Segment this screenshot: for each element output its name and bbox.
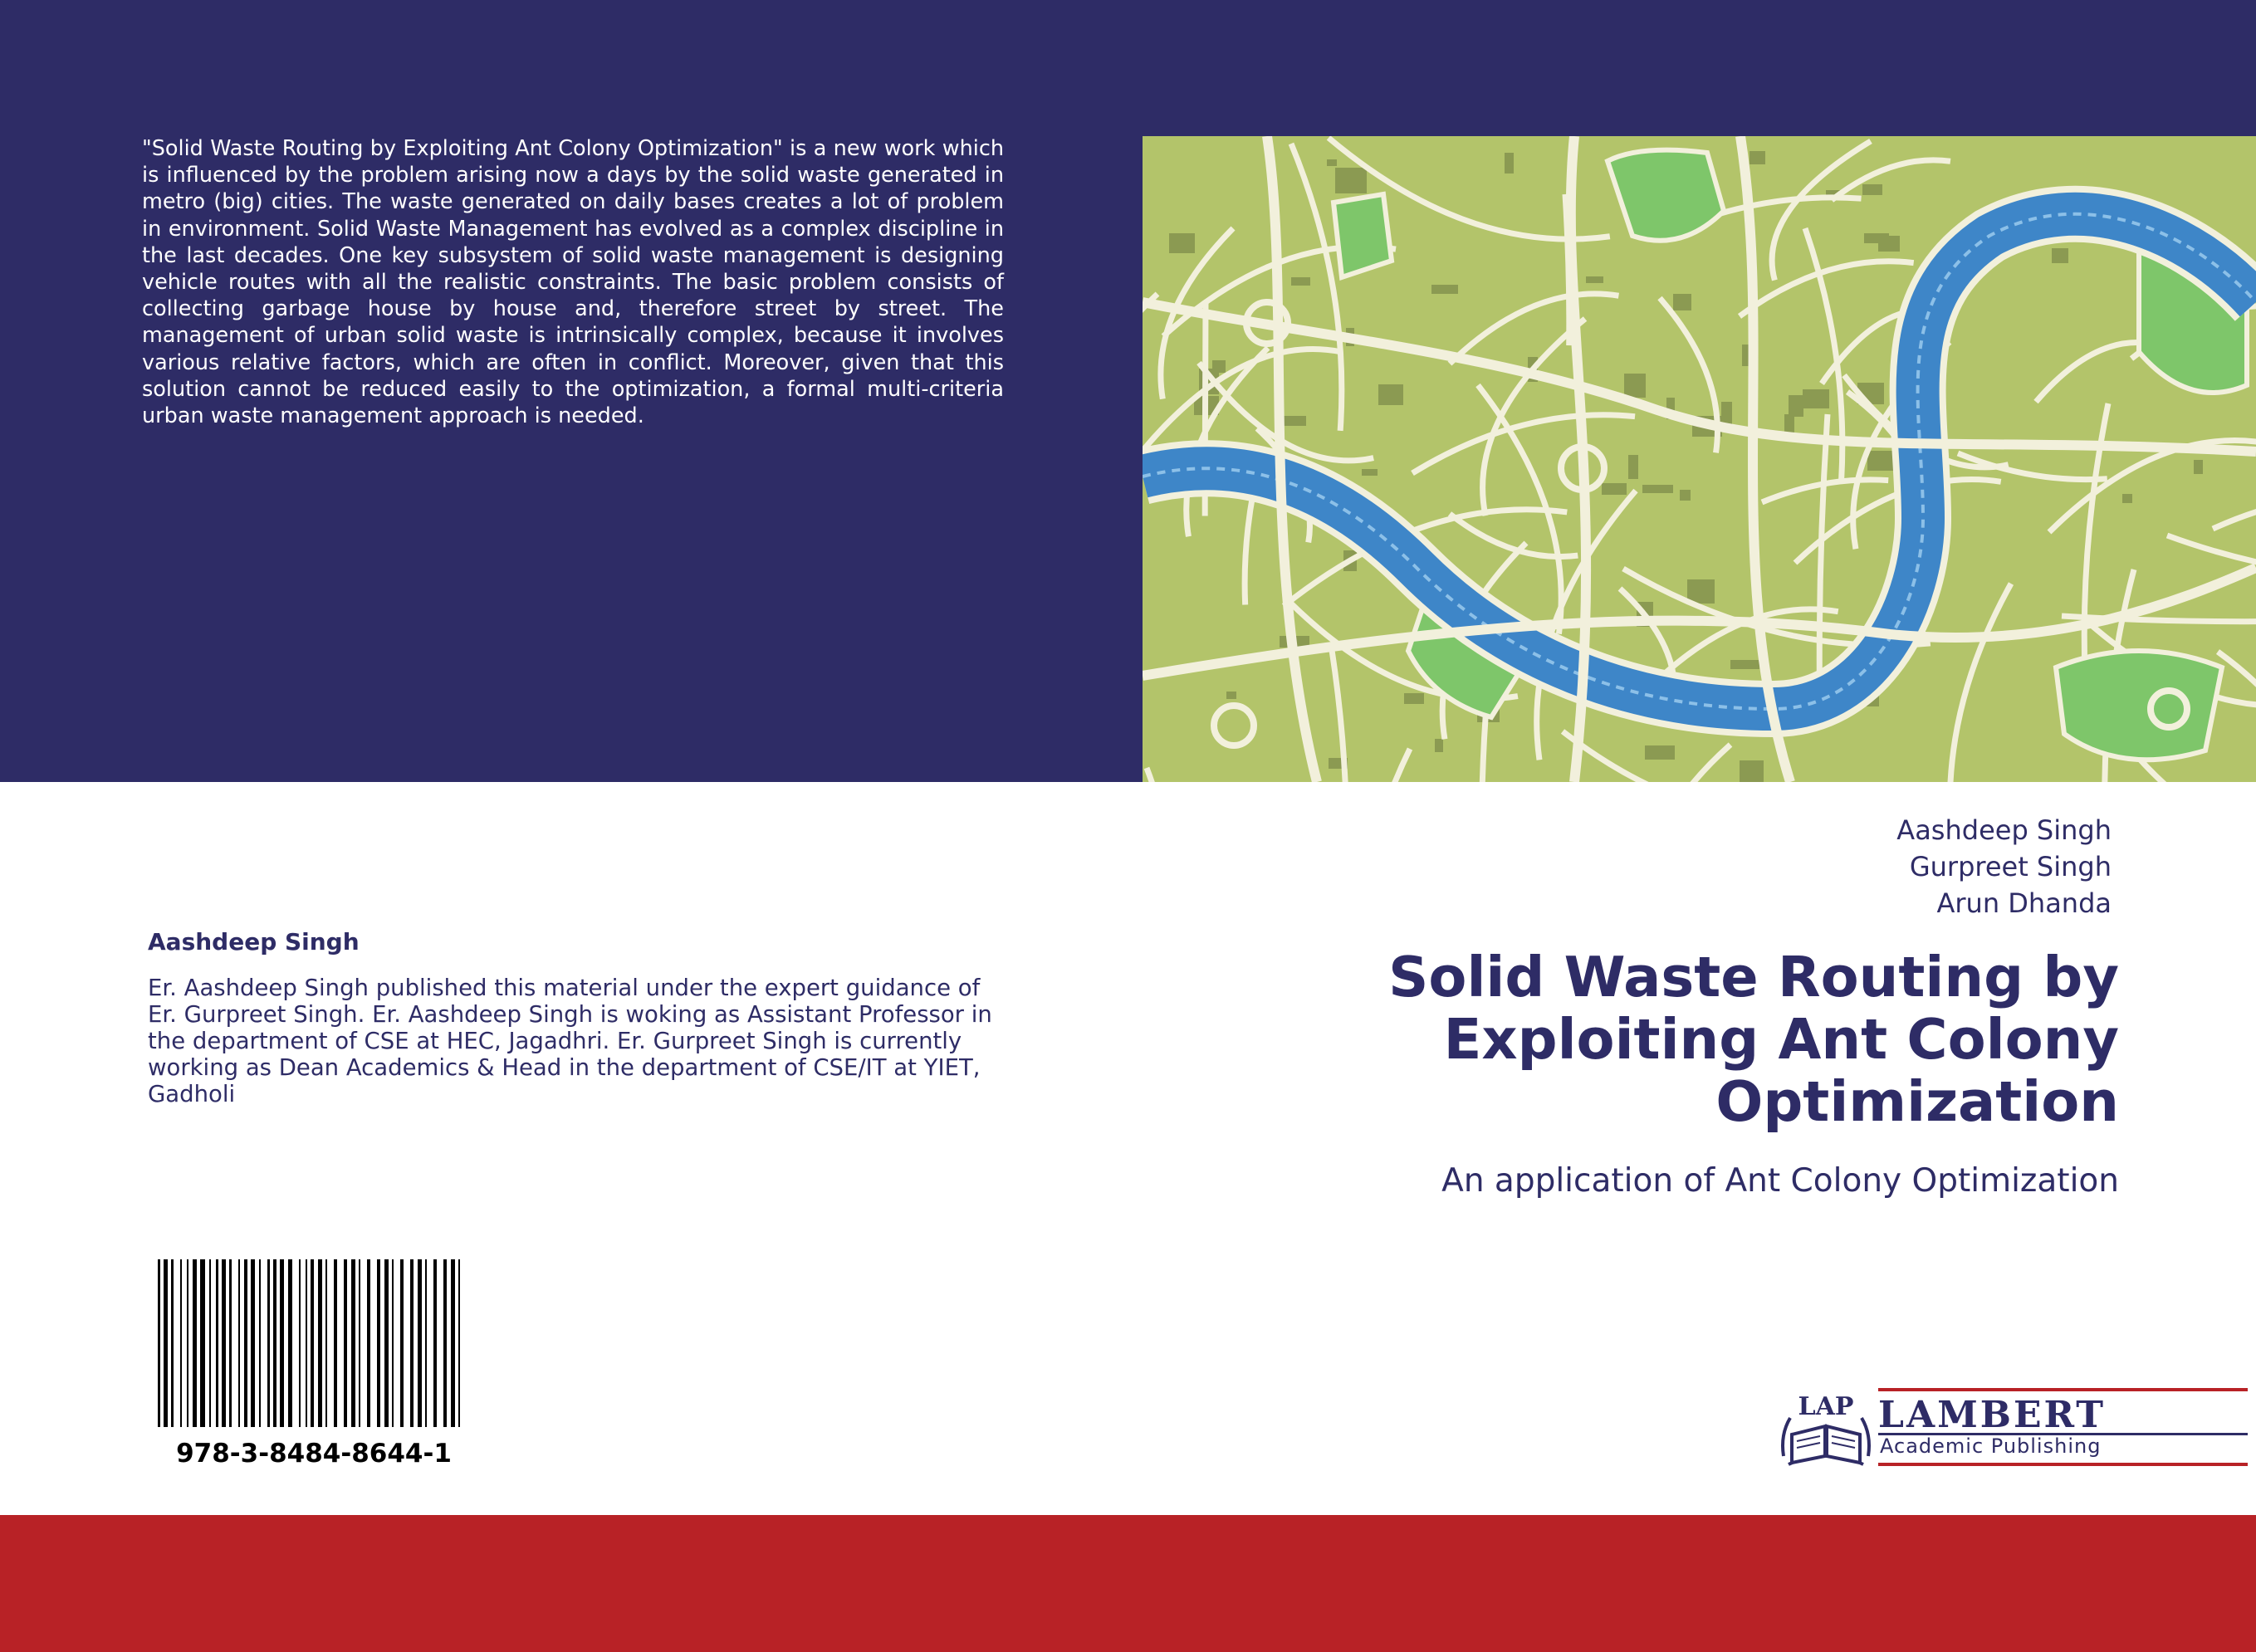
author-name: Aashdeep Singh: [1896, 814, 2112, 846]
bottom-red-band: [0, 1515, 2256, 1652]
isbn-number: 978-3-8484-8644-1: [176, 1439, 452, 1469]
city-map-icon: [1143, 136, 2256, 782]
emblem-text: LAP: [1798, 1392, 1854, 1421]
author-name: Gurpreet Singh: [1909, 851, 2112, 882]
book-subtitle: An application of Ant Colony Optimization: [1441, 1162, 2119, 1200]
barcode: [156, 1259, 472, 1427]
bio-author-name: Aashdeep Singh: [148, 928, 360, 956]
publisher-rule: [1878, 1463, 2248, 1466]
back-cover-blurb: "Solid Waste Routing by Exploiting Ant Colony Optimization" is a new work which is influenced by the problem arising now a days by the solid waste generated in metro (big) cities. The waste generated on daily bases creates a lot of problem in environment. Solid Waste Management has evolved as a complex discipline in the last decades. One key subsystem of solid waste management is designing vehicle routes with all the realistic constraints. The basic problem consists of collecting garbage house by house and, therefore street by street. The management of urban solid waste is intrinsically complex, because it involves various relative factors, which are often in conflict. Moreover, given that this solution cannot be reduced easily to the optimization, a formal multi-criteria urban waste management approach is needed.: [142, 136, 1004, 429]
book-title: Solid Waste Routing by Exploiting Ant Colony Optimization: [1388, 945, 2119, 1134]
bio-text: Er. Aashdeep Singh published this material under the expert guidance of Er. Gurpreet Singh. Er. Aashdeep Singh is woking as Assistant Professor in the department of CSE at HEC, Jagadhri. Er. Gurpreet Singh is currently working as Dean Academics & Head in the department of CSE/IT at YIET, Gadholi: [148, 975, 992, 1107]
cover-authors: [1896, 812, 2112, 921]
publisher-logo: [1777, 1385, 2142, 1476]
publisher-rule: [1878, 1388, 2248, 1391]
lap-emblem-icon: [1777, 1385, 1875, 1474]
publisher-name: LAMBERT: [1878, 1394, 2107, 1436]
publisher-tagline: Academic Publishing: [1880, 1435, 2102, 1458]
author-name: Arun Dhanda: [1936, 887, 2112, 919]
